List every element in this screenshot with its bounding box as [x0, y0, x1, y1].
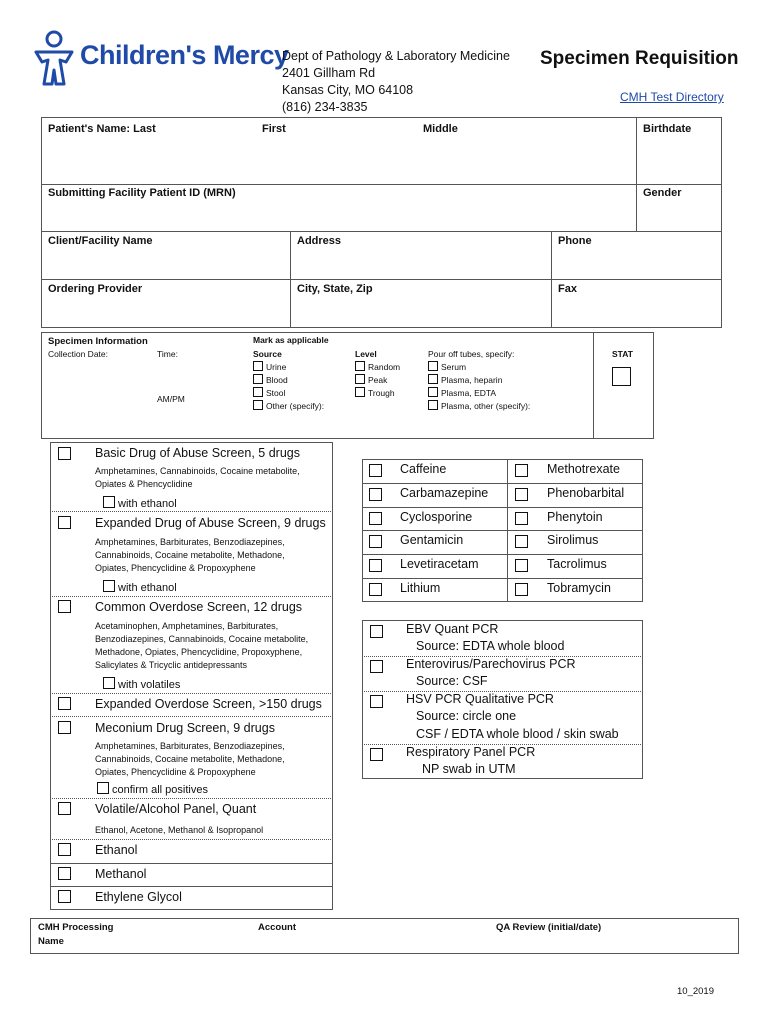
enterovirus-pcr-checkbox[interactable]	[370, 660, 383, 673]
tdm-lithium-checkbox[interactable]	[369, 583, 382, 596]
basic-drug-screen-label: Basic Drug of Abuse Screen, 5 drugs	[95, 446, 300, 460]
confirm-positives-option[interactable]: confirm all positives	[97, 782, 208, 796]
level-random-checkbox[interactable]: Random	[355, 361, 400, 374]
source-stool-checkbox[interactable]: Stool	[253, 387, 285, 400]
city-line: Kansas City, MO 64108	[282, 83, 414, 97]
ethylene-glycol-label: Ethylene Glycol	[95, 890, 182, 904]
account-field[interactable]: Account	[258, 922, 296, 933]
common-overdose-desc: Acetaminophen, Amphetamines, Barbiturates, Benzodiazepines, Cannabinoids, Cocaine metabolite, Methadone, Opiates, Phencyclidine, Propoxyphene, Salicylates & Tricyclic antidepressants	[95, 621, 309, 670]
tdm-sirolimus-label: Sirolimus	[547, 533, 599, 548]
expanded-overdose-label: Expanded Overdose Screen, >150 drugs	[95, 697, 322, 711]
tdm-phenytoin-label: Phenytoin	[547, 509, 603, 524]
volatile-panel-label: Volatile/Alcohol Panel, Quant	[95, 802, 257, 816]
phone-number: (816) 234-3835	[282, 100, 368, 114]
stat-label: STAT	[612, 349, 633, 359]
street: 2401 Gillham Rd	[282, 66, 376, 80]
ethylene-glycol-checkbox[interactable]	[58, 890, 71, 903]
brand-name: Children's Mercy	[80, 40, 289, 70]
stat-checkbox[interactable]	[612, 367, 631, 386]
tdm-carbamazepine-label: Carbamazepine	[400, 485, 489, 500]
pour-heparin-checkbox[interactable]: Plasma, heparin	[428, 374, 502, 387]
volatile-panel-checkbox[interactable]	[58, 802, 71, 815]
expanded-with-ethanol-option[interactable]: with ethanol	[103, 580, 177, 594]
tdm-methotrexate-checkbox[interactable]	[515, 464, 528, 477]
basic-drug-screen-checkbox[interactable]	[58, 447, 71, 460]
tdm-phenobarbital-label: Phenobarbital	[547, 485, 625, 500]
level-label: Level	[355, 349, 377, 359]
source-label: Source	[253, 349, 282, 359]
mark-applicable-label: Mark as applicable	[253, 335, 329, 345]
patient-first-name-field[interactable]: First	[262, 123, 286, 135]
meconium-screen-checkbox[interactable]	[58, 721, 71, 734]
qa-review-field[interactable]: QA Review (initial/date)	[496, 922, 602, 933]
collection-time-field[interactable]: Time:	[157, 349, 178, 359]
ebv-pcr-label: EBV Quant PCR	[406, 622, 499, 636]
expanded-overdose-checkbox[interactable]	[58, 697, 71, 710]
meconium-screen-label: Meconium Drug Screen, 9 drugs	[95, 721, 275, 735]
department-address	[282, 48, 510, 116]
methanol-checkbox[interactable]	[58, 867, 71, 880]
basic-drug-screen-desc: Amphetamines, Cannabinoids, Cocaine metabolite, Opiates & Phencyclidine	[95, 466, 300, 489]
respiratory-panel-checkbox[interactable]	[370, 748, 383, 761]
basic-with-ethanol-option[interactable]: with ethanol	[103, 496, 177, 510]
cmh-processing-label: CMH Processing Name	[38, 922, 114, 947]
tdm-levetiracetam-checkbox[interactable]	[369, 559, 382, 572]
expanded-drug-screen-checkbox[interactable]	[58, 516, 71, 529]
source-urine-checkbox[interactable]: Urine	[253, 361, 286, 374]
tdm-carbamazepine-checkbox[interactable]	[369, 488, 382, 501]
fax-field[interactable]: Fax	[558, 283, 577, 295]
enterovirus-pcr-source: Source: CSF	[416, 674, 488, 688]
ordering-provider-field[interactable]: Ordering Provider	[48, 283, 143, 295]
specimen-info-section	[41, 332, 654, 439]
client-facility-field[interactable]: Client/Facility Name	[48, 235, 153, 247]
volatile-panel-desc: Ethanol, Acetone, Methanol & Isopropanol	[95, 825, 264, 835]
source-blood-checkbox[interactable]: Blood	[253, 374, 288, 387]
collection-date-field[interactable]: Collection Date:	[48, 349, 109, 359]
hsv-pcr-label: HSV PCR Qualitative PCR	[406, 692, 554, 706]
tdm-cyclosporine-checkbox[interactable]	[369, 512, 382, 525]
tdm-phenobarbital-checkbox[interactable]	[515, 488, 528, 501]
phone-field[interactable]: Phone	[558, 235, 592, 247]
hsv-pcr-checkbox[interactable]	[370, 695, 383, 708]
tdm-gentamicin-checkbox[interactable]	[369, 535, 382, 548]
pour-other-checkbox[interactable]: Plasma, other (specify):	[428, 400, 530, 413]
level-peak-checkbox[interactable]: Peak	[355, 374, 387, 387]
tdm-caffeine-checkbox[interactable]	[369, 464, 382, 477]
tdm-caffeine-label: Caffeine	[400, 462, 447, 476]
mrn-field[interactable]: Submitting Facility Patient ID (MRN)	[48, 187, 236, 199]
tdm-tacrolimus-checkbox[interactable]	[515, 559, 528, 572]
hsv-pcr-source: Source: circle one	[416, 709, 517, 723]
birthdate-field[interactable]: Birthdate	[643, 123, 692, 135]
tdm-methotrexate-label: Methotrexate	[547, 462, 620, 476]
enterovirus-pcr-label: Enterovirus/Parechovirus PCR	[406, 657, 576, 671]
address-field[interactable]: Address	[297, 235, 342, 247]
respiratory-panel-source: NP swab in UTM	[422, 762, 516, 776]
tdm-phenytoin-checkbox[interactable]	[515, 512, 528, 525]
ethanol-label: Ethanol	[95, 843, 138, 857]
patient-middle-name-field[interactable]: Middle	[423, 123, 458, 135]
city-state-zip-field[interactable]: City, State, Zip	[297, 283, 373, 295]
patient-info-grid	[41, 117, 722, 328]
gender-field[interactable]: Gender	[643, 187, 682, 199]
processing-footer	[30, 918, 739, 954]
tdm-lithium-label: Lithium	[400, 581, 441, 595]
patient-last-name-field[interactable]: Patient's Name: Last	[48, 123, 156, 135]
test-directory-link[interactable]: CMH Test Directory	[620, 90, 724, 104]
ethanol-checkbox[interactable]	[58, 843, 71, 856]
am-pm-label: AM/PM	[157, 394, 185, 404]
logo-icon	[30, 30, 78, 88]
form-version: 10_2019	[677, 986, 714, 997]
meconium-screen-desc: Amphetamines, Barbiturates, Benzodiazepines, Cannabinoids, Cocaine metabolite, Methadone, Opiates, Phencyclidine & Propoxyphene	[95, 741, 285, 777]
ebv-pcr-checkbox[interactable]	[370, 625, 383, 638]
tdm-levetiracetam-label: Levetiracetam	[400, 557, 479, 572]
tdm-gentamicin-label: Gentamicin	[400, 533, 464, 548]
expanded-drug-screen-label: Expanded Drug of Abuse Screen, 9 drugs	[95, 516, 326, 530]
tdm-cyclosporine-label: Cyclosporine	[400, 509, 473, 524]
specimen-info-title: Specimen Information	[48, 336, 148, 347]
level-trough-checkbox[interactable]: Trough	[355, 387, 395, 400]
source-other-checkbox[interactable]: Other (specify):	[253, 400, 324, 413]
hsv-pcr-source-options: CSF / EDTA whole blood / skin swab	[416, 727, 619, 741]
childrens-mercy-logo	[30, 30, 289, 90]
page-title: Specimen Requisition	[540, 48, 739, 69]
common-overdose-label: Common Overdose Screen, 12 drugs	[95, 600, 303, 614]
common-overdose-checkbox[interactable]	[58, 600, 71, 613]
ebv-pcr-source: Source: EDTA whole blood	[416, 639, 565, 653]
expanded-drug-screen-desc: Amphetamines, Barbiturates, Benzodiazepines, Cannabinoids, Cocaine metabolite, Methadone, Opiates, Phencyclidine & Propoxyphene	[95, 537, 285, 573]
tdm-tacrolimus-label: Tacrolimus	[547, 557, 607, 572]
pour-edta-checkbox[interactable]: Plasma, EDTA	[428, 387, 496, 400]
pour-serum-checkbox[interactable]: Serum	[428, 361, 466, 374]
tdm-tobramycin-checkbox[interactable]	[515, 583, 528, 596]
pour-off-label: Pour off tubes, specify:	[428, 349, 515, 359]
respiratory-panel-label: Respiratory Panel PCR	[406, 745, 536, 759]
methanol-label: Methanol	[95, 867, 147, 881]
common-with-volatiles-option[interactable]: with volatiles	[103, 677, 180, 691]
dept-name: Dept of Pathology & Laboratory Medicine	[282, 49, 510, 63]
tdm-sirolimus-checkbox[interactable]	[515, 535, 528, 548]
tdm-tobramycin-label: Tobramycin	[547, 581, 611, 595]
